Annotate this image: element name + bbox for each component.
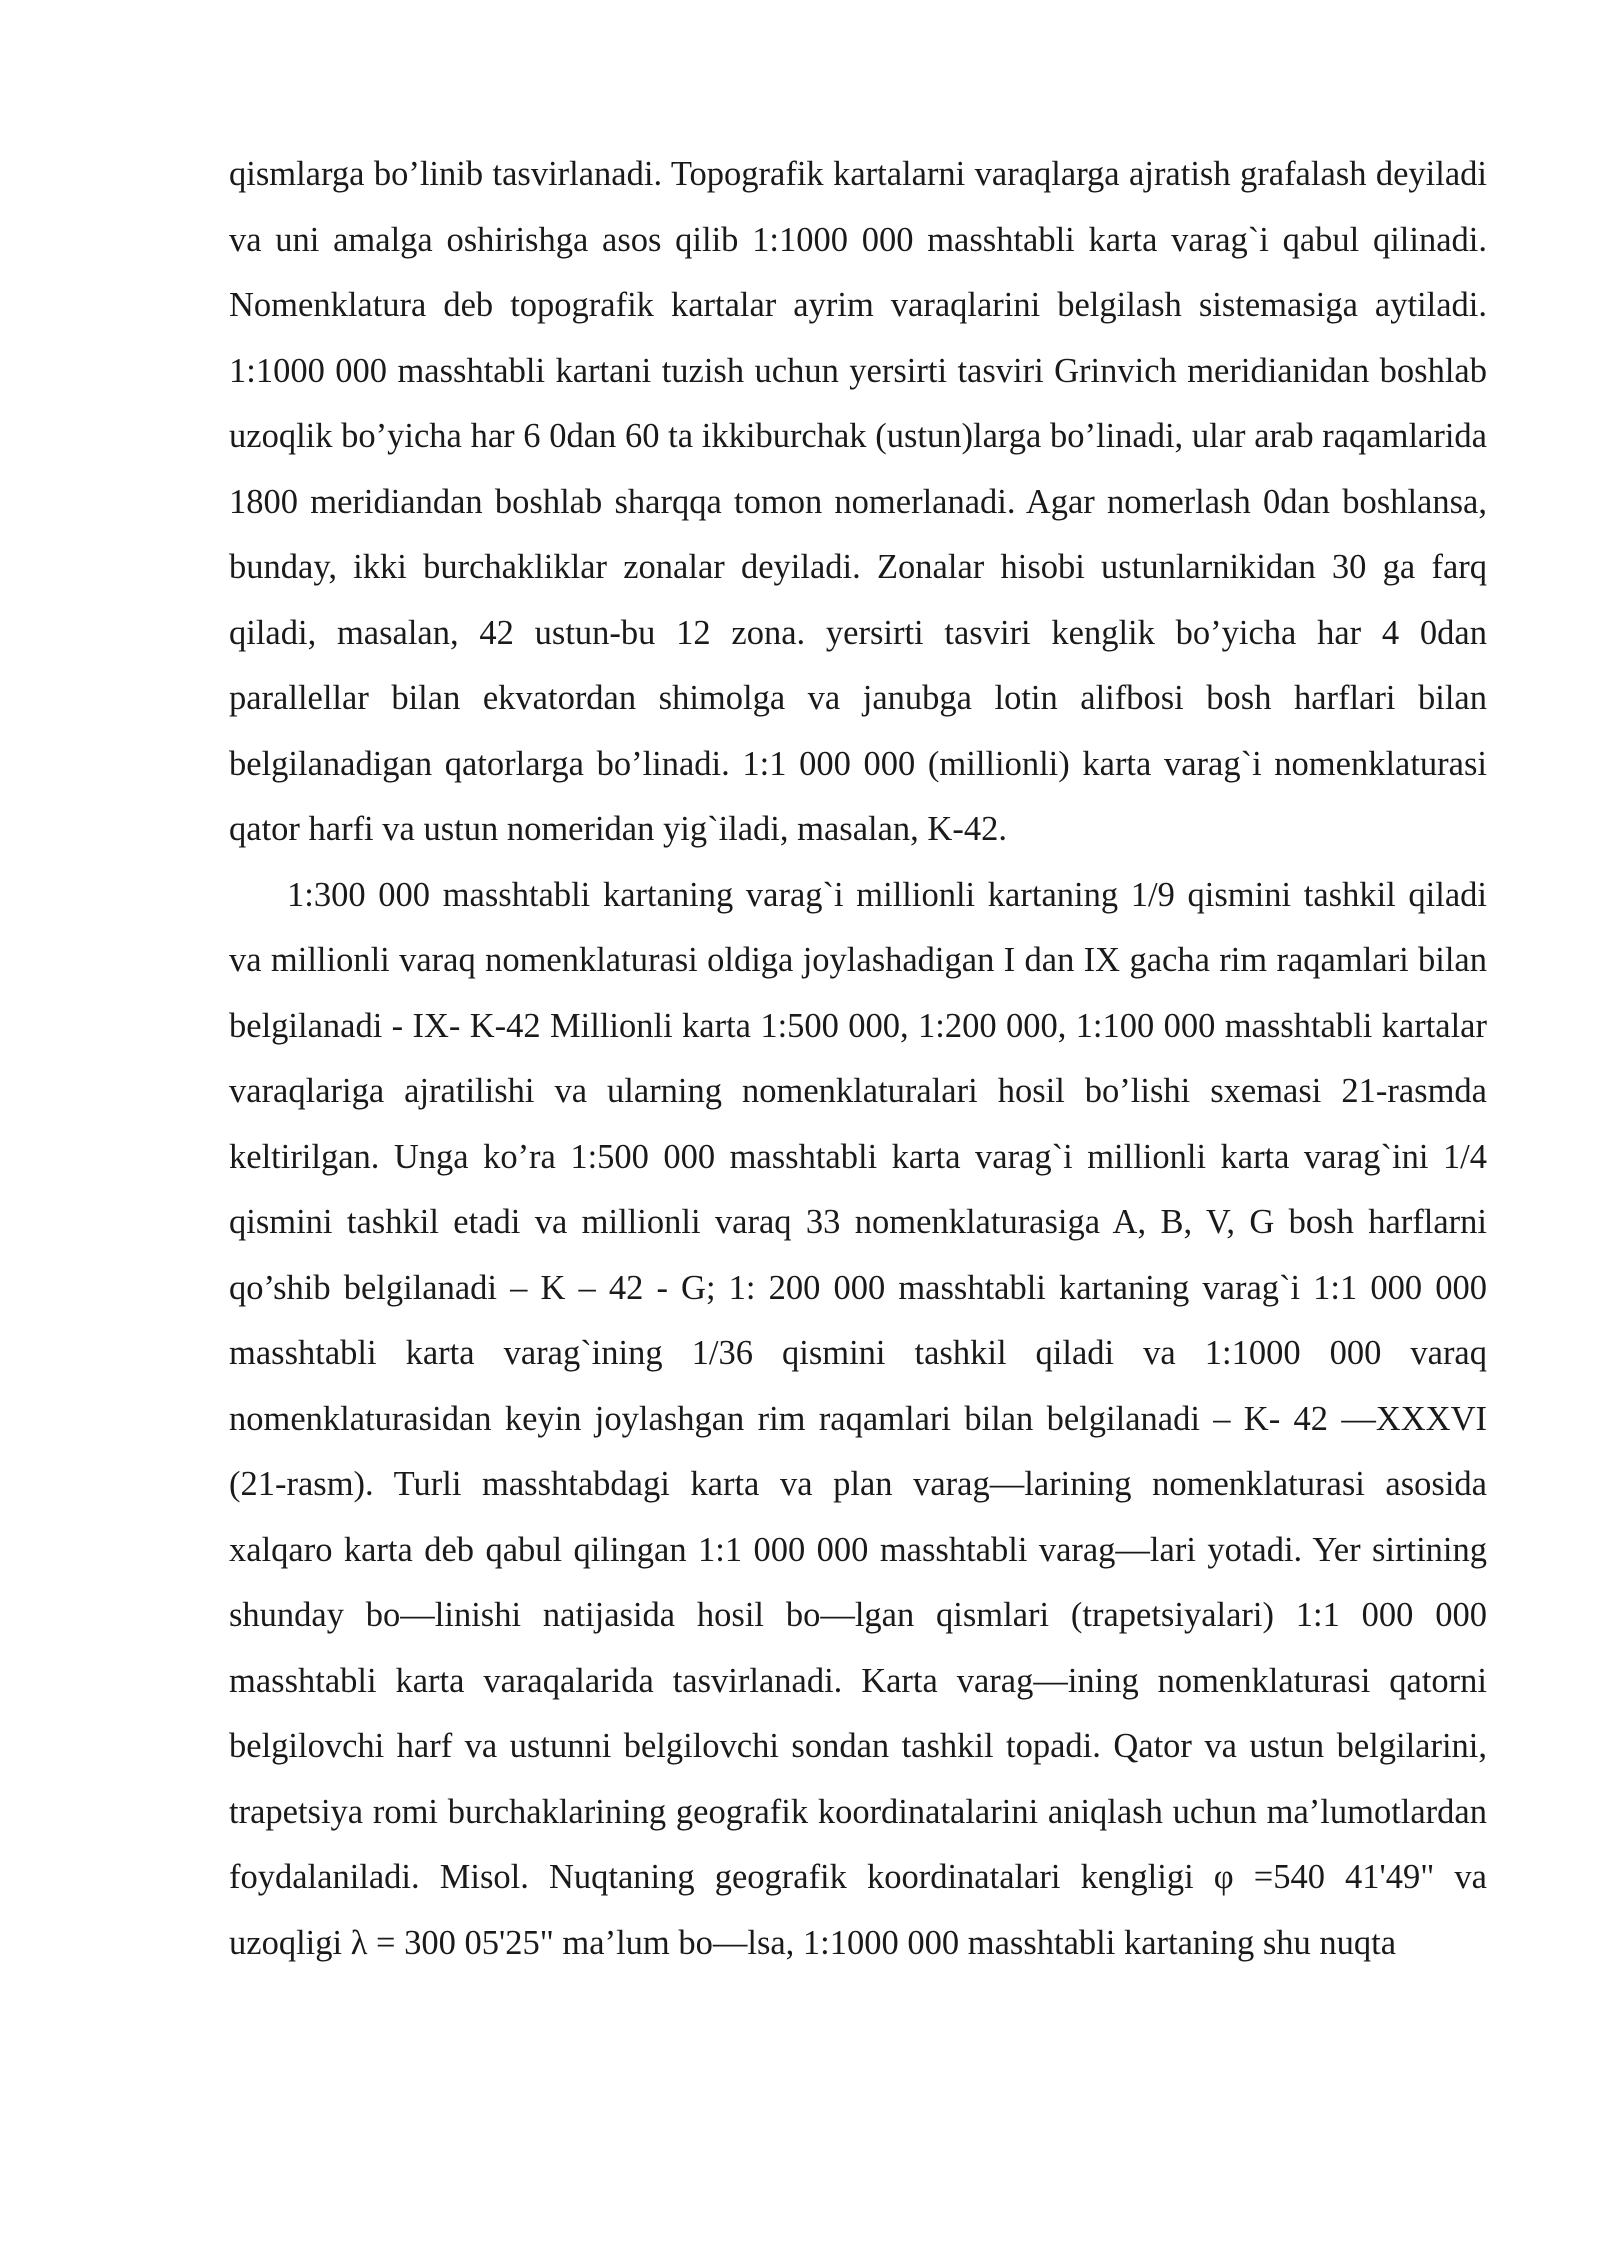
paragraph-2: 1:300 000 masshtabli kartaning varag`i millionli kartaning 1/9 qismini tashkil qiladi va millionli varaq nomenklaturasi oldiga joylashadigan I dan IX gacha rim raqamlari bilan belgilanadi - IX- K-42 Millionli karta 1:500 000, 1:200 000, 1:100 000 masshtabli kartalar varaqlariga ajratilishi va ularning nomenklaturalari hosil bo’lishi sxemasi 21-rasmda keltirilgan. Unga ko’ra 1:500 000 masshtabli karta varag`i millionli karta varag`ini 1/4 qismini tashkil etadi va millionli varaq 33 nomenklaturasiga A, B, V, G bosh harflarni qo’shib belgilanadi – K – 42 - G; 1: 200 000 masshtabli kartaning varag`i 1:1 000 000 masshtabli karta varag`ining 1/36 qismini tashkil qiladi va 1:1000 000 varaq nomenklaturasidan keyin joylashgan rim raqamlari bilan belgilanadi – K- 42 —XXXVI (21-rasm). Turli masshtabdagi karta va plan varag—larining nomenklaturasi asosida xalqaro karta deb qabul qilingan 1:1 000 000 masshtabli varag—lari yotadi. Yer sirtining shunday bo—linishi natijasida hosil bo—lgan qismlari (trapetsiyalari) 1:1 000 000 masshtabli karta varaqalarida tasvirlanadi. Karta varag—ining nomenklaturasi qatorni belgilovchi harf va ustunni belgilovchi sondan tashkil topadi. Qator va ustun belgilarini, trapetsiya romi burchaklarining geografik koordinatalarini aniqlash uchun ma’lumotlardan foydalaniladi. Misol. Nuqtaning geografik koordinatalari kengligi φ =540 41'49" va uzoqligi λ = 300 05'25" ma’lum bo—lsa, 1:1000 000 masshtabli kartaning shu nuqta (229, 875, 1487, 1962)
document-page (229, 142, 1487, 1976)
paragraph-1: qismlarga bo’linib tasvirlanadi. Topografik kartalarni varaqlarga ajratish grafalash deyiladi va uni amalga oshirishga asos qilib 1:1000 000 masshtabli karta varag`i qabul qilinadi. Nomenklatura deb topografik kartalar ayrim varaqlarini belgilash sistemasiga aytiladi. 1:1000 000 masshtabli kartani tuzish uchun yersirti tasviri Grinvich meridianidan boshlab uzoqlik bo’yicha har 6 0dan 60 ta ikkiburchak (ustun)larga bo’linadi, ular arab raqamlarida 1800 meridiandan boshlab sharqqa tomon nomerlanadi. Agar nomerlash 0dan boshlansa, bunday, ikki burchakliklar zonalar deyiladi. Zonalar hisobi ustunlarnikidan 30 ga farq qiladi, masalan, 42 ustun-bu 12 zona. yersirti tasviri kenglik bo’yicha har 4 0dan parallellar bilan ekvatordan shimolga va janubga lotin alifbosi bosh harflari bilan belgilanadigan qatorlarga bo’linadi. 1:1 000 000 (millionli) karta varag`i nomenklaturasi qator harfi va ustun nomeridan yig`iladi, masalan, K-42. (229, 155, 1487, 848)
